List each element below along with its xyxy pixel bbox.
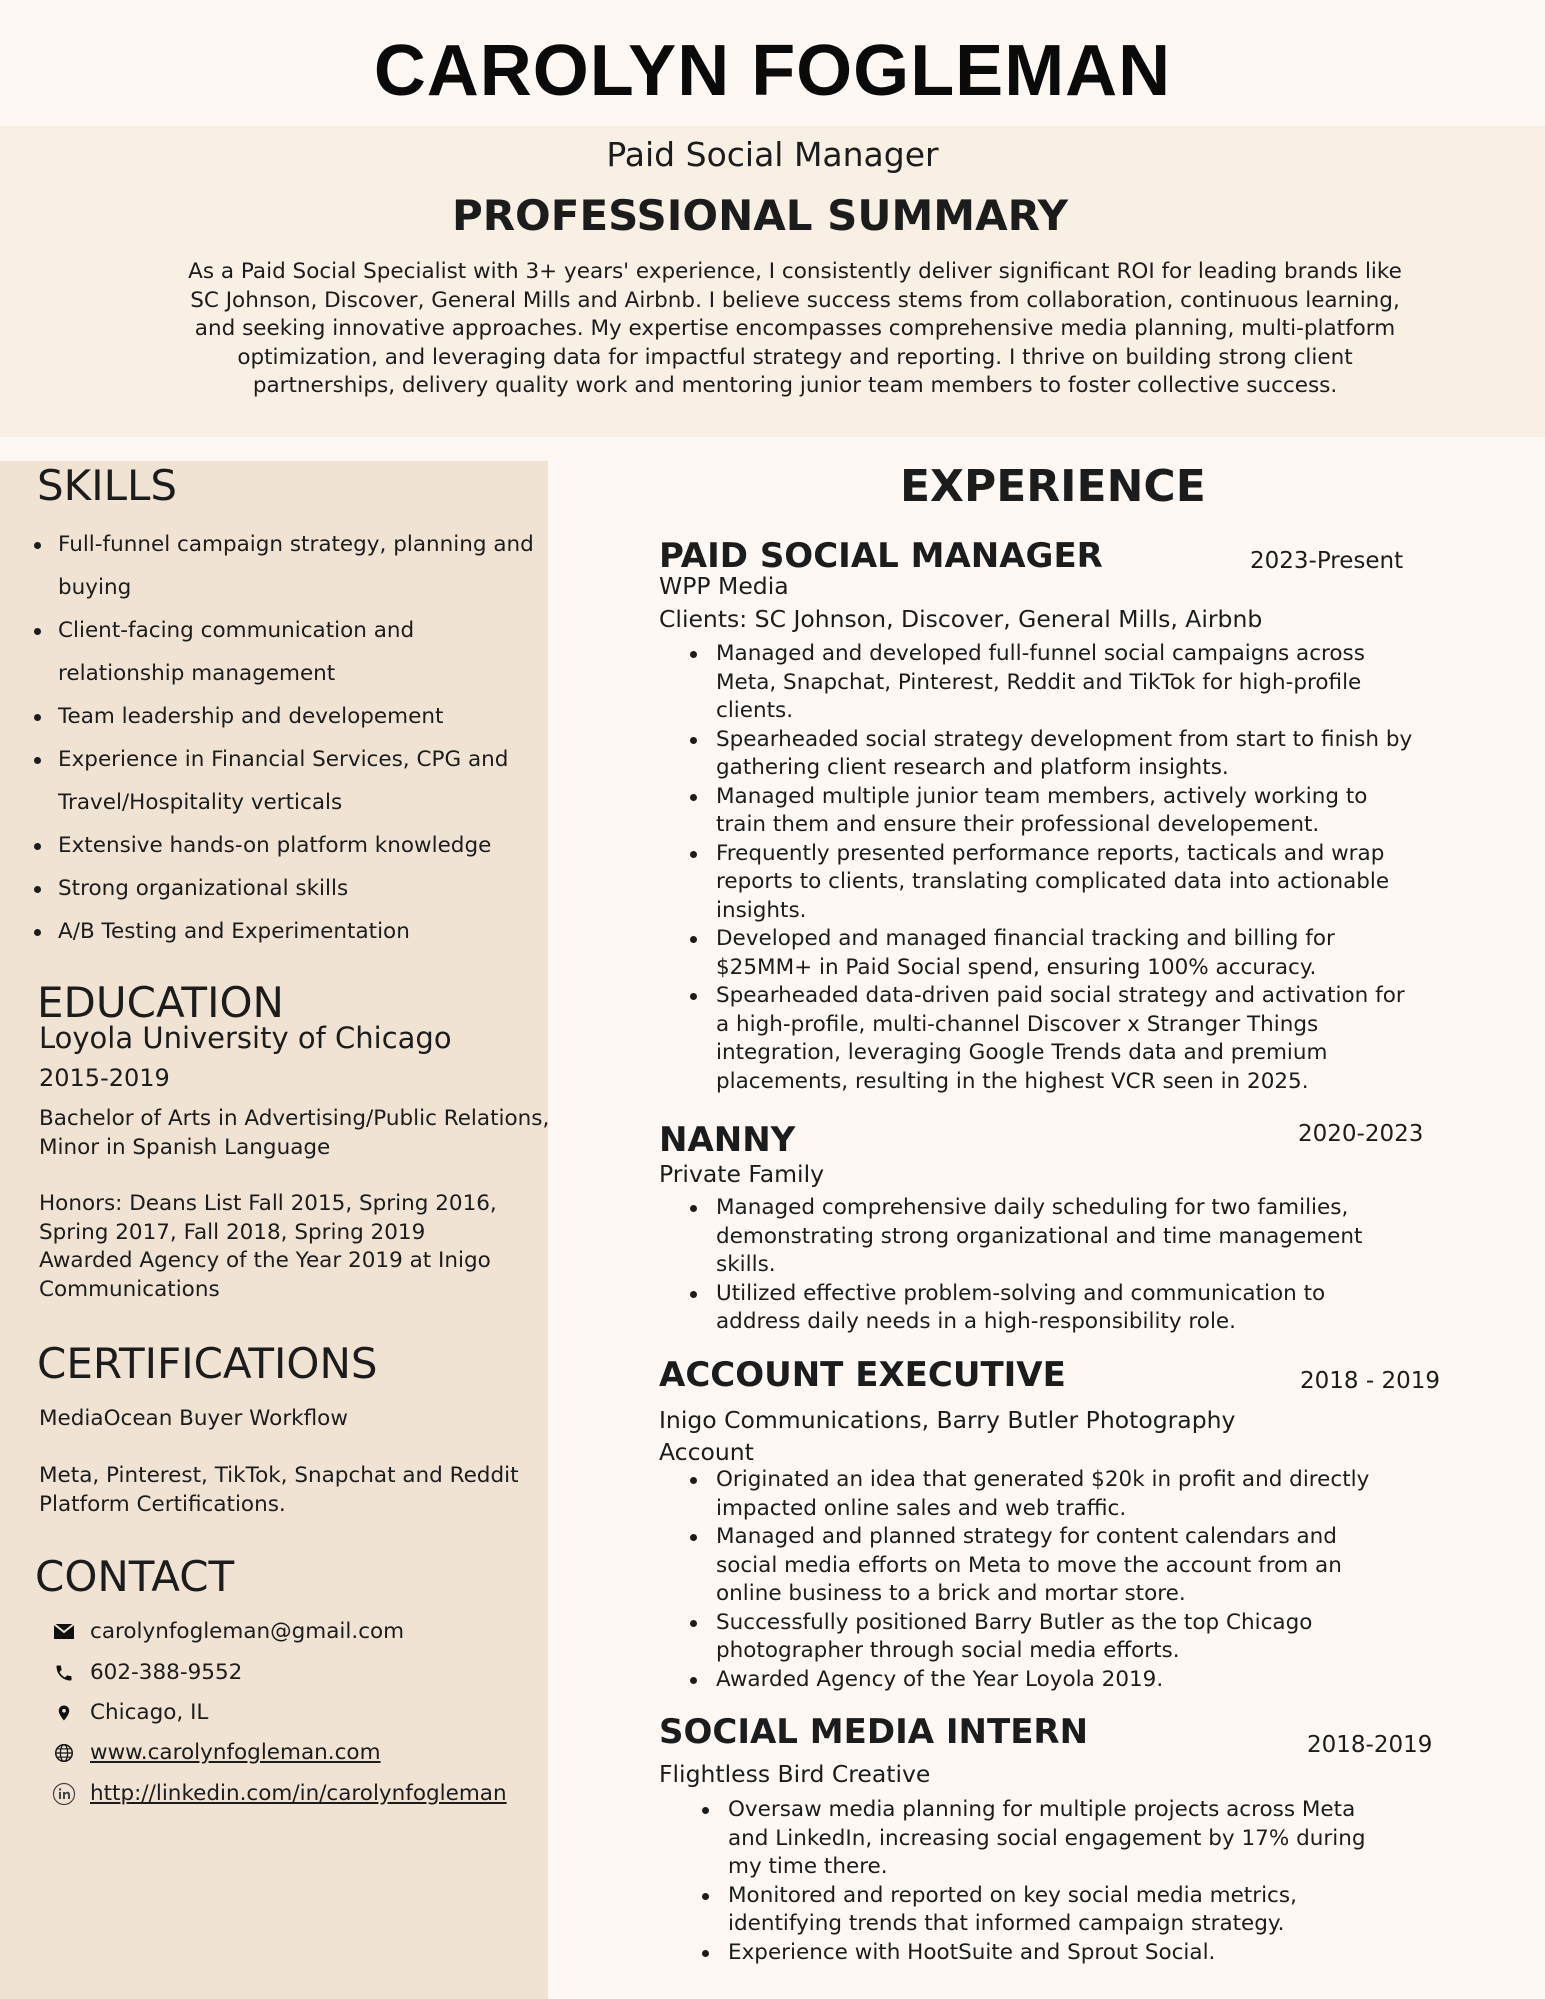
job-title: Paid Social Manager [606,135,939,174]
education-honors: Honors: Deans List Fall 2015, Spring 2016, Spring 2017, Fall 2018, Spring 2019 [39,1191,497,1245]
job-bullets-2 [659,1194,1379,1337]
education-years: 2015-2019 [39,1064,170,1092]
list-item: Developed and managed financial tracking and billing for $25MM+ in Paid Social spend, ensuring 100% accuracy. [659,925,1419,982]
list-item: Successfully positioned Barry Butler as the top Chicago photographer through social media efforts. [659,1609,1379,1666]
summary-heading: PROFESSIONAL SUMMARY [451,191,1069,240]
education-degree: Bachelor of Arts in Advertising/Public Relations, Minor in Spanish Language [39,1106,550,1160]
skill-item: Full-funnel campaign strategy, planning and buying [30,523,540,609]
job-title-1: PAID SOCIAL MANAGER [659,536,1103,576]
skills-list [30,523,540,953]
skills-heading: SKILLS [37,461,178,510]
skill-item: Extensive hands-on platform knowledge [30,824,540,867]
skill-item: A/B Testing and Experimentation [30,910,540,953]
skill-item: Experience in Financial Services, CPG and Travel/Hospitality verticals [30,738,540,824]
job-company-4: Flightless Bird Creative [659,1760,931,1788]
certifications-heading: CERTIFICATIONS [37,1339,378,1388]
contact-linkedin[interactable] [52,1781,507,1806]
list-item: Frequently presented performance reports, tacticals and wrap reports to clients, translating complicated data into actionable insights. [659,840,1419,926]
phone-text: 602-388-9552 [90,1660,243,1685]
certification-item: MediaOcean Buyer Workflow [39,1406,348,1431]
contact-website[interactable] [52,1740,381,1765]
skill-item: Client-facing communication and relationship management [30,609,540,695]
list-item: Awarded Agency of the Year Loyola 2019. [659,1666,1379,1695]
list-item: Managed and developed full-funnel social campaigns across Meta, Snapchat, Pinterest, Reddit and TikTok for high-profile clients. [659,640,1419,726]
job-company-3: Inigo Communications, Barry Butler Photography Account [659,1406,1236,1466]
globe-icon [52,1741,76,1765]
job-bullets-3 [659,1466,1379,1694]
skill-item: Strong organizational skills [30,867,540,910]
linkedin-icon [52,1782,76,1806]
list-item: Experience with HootSuite and Sprout Social. [671,1939,1391,1968]
job-title-3: ACCOUNT EXECUTIVE [659,1355,1066,1395]
list-item: Managed comprehensive daily scheduling for two families, demonstrating strong organizational and time management skills. [659,1194,1379,1280]
list-item: Originated an idea that generated $20k in profit and directly impacted online sales and web traffic. [659,1466,1379,1523]
candidate-name: CAROLYN FOGLEMAN [373,31,1172,111]
envelope-icon [52,1620,76,1644]
location-text: Chicago, IL [90,1700,209,1725]
job-dates-1: 2023-Present [1250,548,1404,574]
contact-email [52,1619,404,1644]
website-link[interactable]: www.carolynfogleman.com [90,1740,381,1765]
phone-icon [52,1661,76,1685]
education-award: Awarded Agency of the Year 2019 at Inigo Communications [39,1248,491,1302]
job-title-2: NANNY [659,1120,796,1160]
certification-item: Meta, Pinterest, TikTok, Snapchat and Reddit Platform Certifications. [39,1463,519,1517]
education-school: Loyola University of Chicago [39,1021,452,1055]
contact-phone [52,1660,242,1685]
job-title-4: SOCIAL MEDIA INTERN [659,1712,1089,1752]
job-company-1: WPP Media [659,572,789,600]
location-pin-icon [52,1701,76,1725]
summary-text: As a Paid Social Specialist with 3+ years' experience, I consistently deliver significant ROI for leading brands like SC Johnson, Discover, General Mills and Airbnb. I believe success stems from collaboration, continuous learning, and seeking innovative approaches. My expertise encompasses comprehensive media planning, multi-platform optimization, and leveraging data for impactful strategy and reporting. I thrive on building strong client partnerships, delivery quality work and mentoring junior team members to foster collective success. [188,259,1402,398]
skill-item: Team leadership and developement [30,695,540,738]
contact-heading: CONTACT [35,1552,235,1601]
contact-location [52,1700,208,1725]
list-item: Monitored and reported on key social media metrics, identifying trends that informed campaign strategy. [671,1882,1391,1939]
job-dates-2: 2020-2023 [1298,1121,1424,1147]
job-company-2: Private Family [659,1160,825,1188]
job-dates-3: 2018 - 2019 [1300,1368,1440,1394]
list-item: Spearheaded data-driven paid social strategy and activation for a high-profile, multi-channel Discover x Stranger Things integration, leveraging Google Trends data and premium placements, resulting in the highest VCR seen in 2025. [659,982,1419,1096]
email-text: carolynfogleman@gmail.com [90,1619,405,1644]
list-item: Managed multiple junior team members, actively working to train them and ensure their professional developement. [659,783,1419,840]
list-item: Utilized effective problem-solving and communication to address daily needs in a high-responsibility role. [659,1280,1379,1337]
list-item: Oversaw media planning for multiple projects across Meta and LinkedIn, increasing social engagement by 17% during my time there. [671,1796,1391,1882]
job-bullets-1 [659,640,1419,1096]
job-bullets-4 [671,1796,1391,1967]
education-heading: EDUCATION [37,978,284,1027]
list-item: Managed and planned strategy for content calendars and social media efforts on Meta to move the account from an online business to a brick and mortar store. [659,1523,1379,1609]
job-clients-1: Clients: SC Johnson, Discover, General Mills, Airbnb [659,605,1263,633]
linkedin-link[interactable]: http://linkedin.com/in/carolynfogleman [90,1781,507,1806]
list-item: Spearheaded social strategy development from start to finish by gathering client research and platform insights. [659,726,1419,783]
job-dates-4: 2018-2019 [1307,1732,1433,1758]
experience-heading: EXPERIENCE [900,461,1206,512]
